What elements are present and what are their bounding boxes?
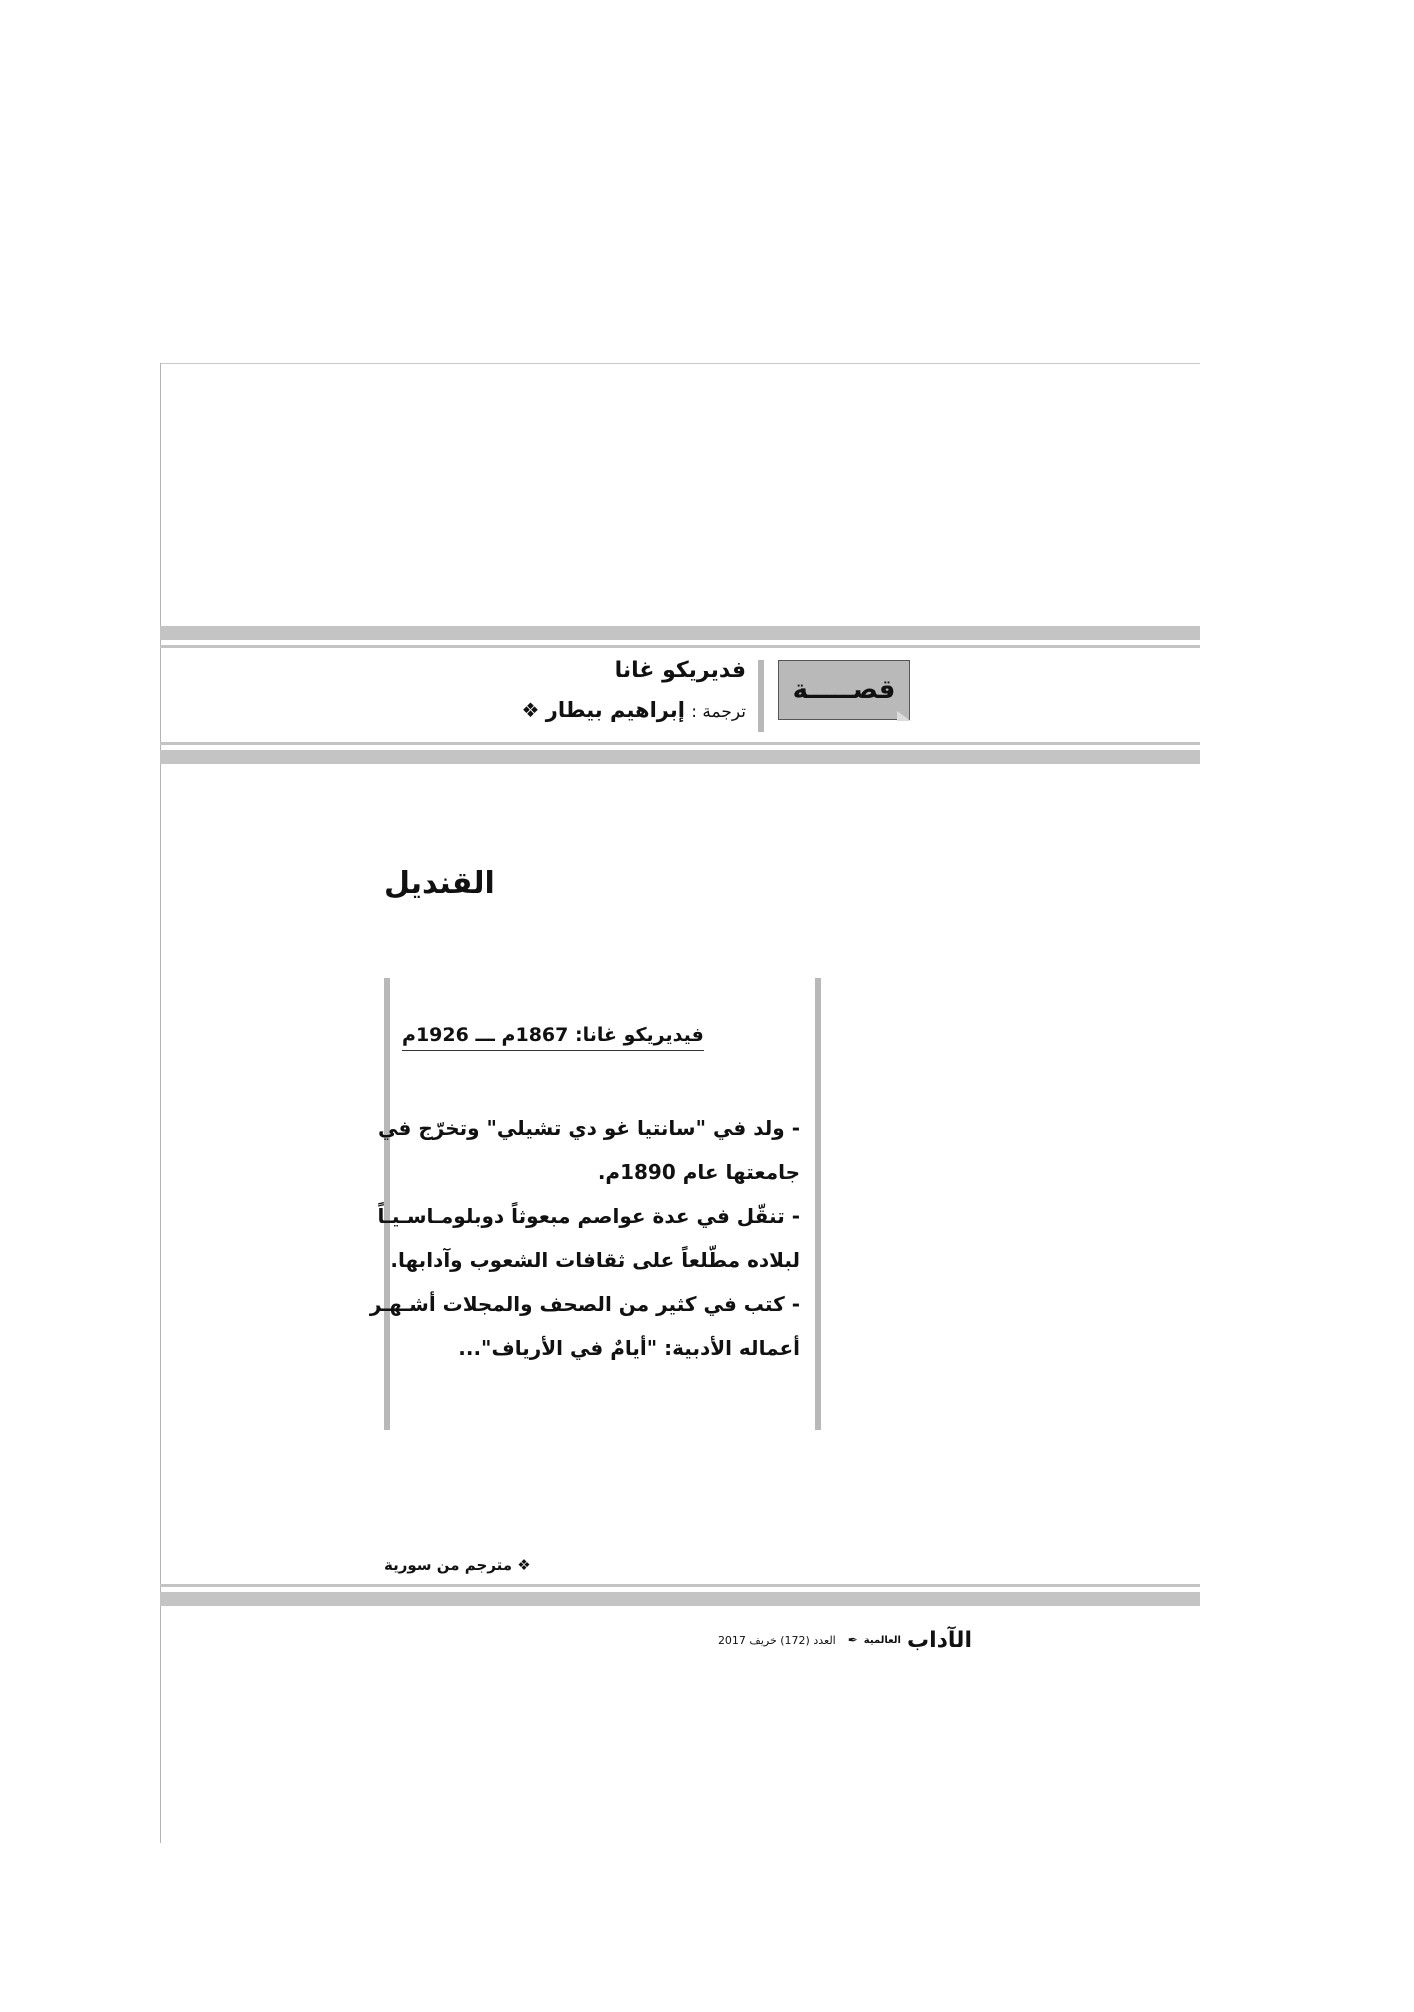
bio-heading xyxy=(402,1024,802,1051)
translator-footnote: ❖ مترجم من سورية xyxy=(384,1556,531,1574)
bio-line: - كتب في كثير من الصحف والمجلات أشـهـر xyxy=(369,1292,800,1316)
translator-line xyxy=(521,698,746,722)
page-footer xyxy=(717,1624,972,1656)
author-block xyxy=(384,656,764,732)
footer-band xyxy=(160,1592,1200,1606)
bio-line: لبلاده مطّلعاً على ثقافات الشعوب وآدابها. xyxy=(390,1248,800,1272)
bio-text xyxy=(369,1106,800,1370)
bio-line: جامعتها عام 1890م. xyxy=(597,1160,800,1184)
bio-line: أعماله الأدبية: "أيامٌ في الأرياف"... xyxy=(458,1336,800,1360)
magazine-logo: الآداب xyxy=(906,1627,972,1653)
header-rule-top xyxy=(160,645,1200,648)
header-rule-bottom xyxy=(160,742,1200,745)
genre-tag xyxy=(778,660,910,720)
bio-box-right-bar xyxy=(815,978,821,1430)
translator-footnote-mark: ❖ xyxy=(521,698,540,722)
author-name: فديريكو غانا xyxy=(614,658,746,683)
header-band-top xyxy=(160,626,1200,640)
header-band-bottom xyxy=(160,750,1200,764)
footer-rule xyxy=(160,1584,1200,1587)
story-title: القنديل xyxy=(384,866,495,901)
quill-icon: ✒ xyxy=(847,1633,858,1647)
bio-line: - تنقّل في عدة عواصم مبعوثاً دوبلومـاسـيـاً xyxy=(377,1204,800,1228)
bio-line: - ولد في "سانتيا غو دي تشيلي" وتخرّج في xyxy=(378,1116,800,1140)
translator-name: إبراهيم بيطار xyxy=(545,698,685,722)
bio-heading-text: فيديريكو غانا: 1867م ـــ 1926م xyxy=(402,1024,704,1051)
page-fold-icon xyxy=(897,711,911,721)
page-frame-top xyxy=(160,363,1200,364)
translator-label: ترجمة : xyxy=(691,702,746,722)
genre-label: قصـــــة xyxy=(792,675,896,705)
magazine-logo-subtitle: العالمية xyxy=(863,1634,901,1646)
issue-info: العدد (172) خريف 2017 xyxy=(717,1633,836,1647)
page-frame-left xyxy=(160,363,161,1843)
author-accent-bar xyxy=(758,660,764,732)
